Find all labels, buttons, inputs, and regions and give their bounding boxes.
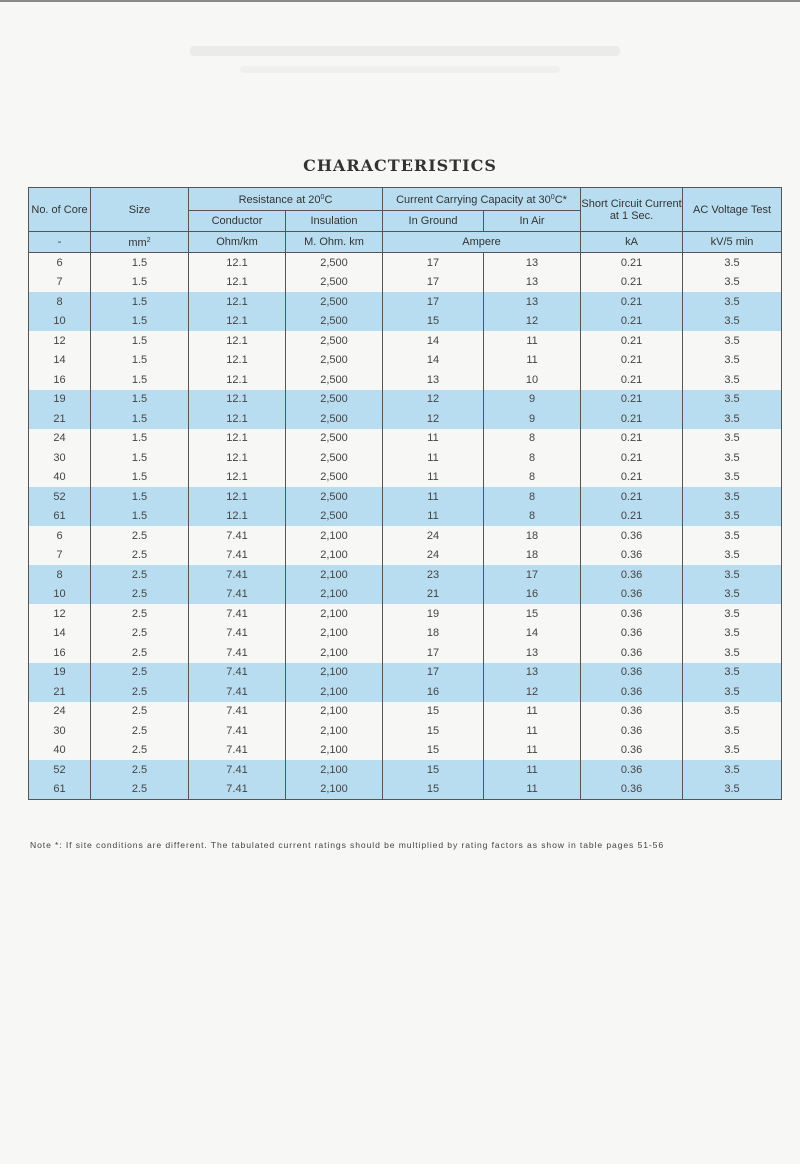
cell-core: 16	[29, 370, 91, 390]
cell-insulation: 2,100	[286, 741, 383, 761]
cell-sc: 0.36	[581, 585, 683, 605]
cell-ground: 23	[383, 565, 484, 585]
cell-ground: 17	[383, 292, 484, 312]
cell-sc: 0.21	[581, 370, 683, 390]
table-row	[29, 331, 782, 351]
cell-conductor: 12.1	[189, 409, 286, 429]
table-row	[29, 526, 782, 546]
cell-core: 40	[29, 468, 91, 488]
table-body	[29, 253, 782, 800]
page-title: CHARACTERISTICS	[303, 156, 497, 175]
faded-bleed-through-text	[240, 66, 560, 73]
cell-size: 1.5	[91, 351, 189, 371]
cell-ac: 3.5	[683, 507, 782, 527]
cell-size: 1.5	[91, 507, 189, 527]
table-row	[29, 312, 782, 332]
cell-core: 14	[29, 624, 91, 644]
cell-air: 8	[484, 429, 581, 449]
header-in-air: In Air	[484, 211, 581, 232]
cell-conductor: 12.1	[189, 429, 286, 449]
cell-core: 6	[29, 526, 91, 546]
cell-ac: 3.5	[683, 604, 782, 624]
cell-insulation: 2,500	[286, 487, 383, 507]
cell-ground: 15	[383, 780, 484, 800]
cell-size: 2.5	[91, 741, 189, 761]
cell-ac: 3.5	[683, 526, 782, 546]
cell-conductor: 7.41	[189, 780, 286, 800]
cell-insulation: 2,500	[286, 409, 383, 429]
characteristics-table	[28, 187, 782, 800]
cell-size: 2.5	[91, 565, 189, 585]
cell-air: 15	[484, 604, 581, 624]
cell-insulation: 2,500	[286, 429, 383, 449]
table-row	[29, 663, 782, 683]
cell-air: 12	[484, 682, 581, 702]
cell-conductor: 12.1	[189, 312, 286, 332]
cell-ground: 16	[383, 682, 484, 702]
cell-core: 52	[29, 487, 91, 507]
table-row	[29, 624, 782, 644]
header-in-ground: In Ground	[383, 211, 484, 232]
cell-size: 2.5	[91, 780, 189, 800]
cell-insulation: 2,500	[286, 507, 383, 527]
table-row	[29, 292, 782, 312]
table-row	[29, 721, 782, 741]
cell-air: 12	[484, 312, 581, 332]
unit-short-circuit: kA	[581, 232, 683, 253]
cell-sc: 0.36	[581, 721, 683, 741]
cell-size: 2.5	[91, 624, 189, 644]
cell-ground: 11	[383, 468, 484, 488]
cell-size: 1.5	[91, 429, 189, 449]
cell-size: 2.5	[91, 682, 189, 702]
cell-sc: 0.21	[581, 390, 683, 410]
cell-ac: 3.5	[683, 624, 782, 644]
cell-insulation: 2,500	[286, 448, 383, 468]
cell-ground: 17	[383, 663, 484, 683]
cell-ac: 3.5	[683, 448, 782, 468]
cell-air: 13	[484, 273, 581, 293]
cell-ground: 12	[383, 390, 484, 410]
cell-ac: 3.5	[683, 292, 782, 312]
cell-sc: 0.36	[581, 643, 683, 663]
table-row	[29, 409, 782, 429]
cell-ac: 3.5	[683, 565, 782, 585]
cell-air: 9	[484, 390, 581, 410]
cell-sc: 0.36	[581, 604, 683, 624]
cell-ac: 3.5	[683, 273, 782, 293]
cell-size: 2.5	[91, 760, 189, 780]
cell-sc: 0.21	[581, 312, 683, 332]
cell-sc: 0.36	[581, 663, 683, 683]
header-short-circuit: Short Circuit Current at 1 Sec.	[581, 188, 683, 232]
cell-size: 1.5	[91, 468, 189, 488]
cell-ac: 3.5	[683, 585, 782, 605]
cell-size: 2.5	[91, 702, 189, 722]
cell-core: 30	[29, 448, 91, 468]
cell-sc: 0.36	[581, 546, 683, 566]
cell-core: 16	[29, 643, 91, 663]
cell-insulation: 2,100	[286, 604, 383, 624]
cell-insulation: 2,100	[286, 721, 383, 741]
cell-ac: 3.5	[683, 702, 782, 722]
cell-core: 24	[29, 702, 91, 722]
cell-ground: 14	[383, 351, 484, 371]
cell-air: 8	[484, 487, 581, 507]
cell-size: 1.5	[91, 312, 189, 332]
cell-insulation: 2,500	[286, 370, 383, 390]
cell-ground: 11	[383, 507, 484, 527]
header-conductor: Conductor	[189, 211, 286, 232]
cell-ground: 17	[383, 643, 484, 663]
cell-air: 9	[484, 409, 581, 429]
cell-insulation: 2,100	[286, 624, 383, 644]
cell-insulation: 2,500	[286, 468, 383, 488]
table-row	[29, 702, 782, 722]
cell-ground: 11	[383, 487, 484, 507]
unit-ac-voltage: kV/5 min	[683, 232, 782, 253]
cell-size: 2.5	[91, 604, 189, 624]
cell-ground: 15	[383, 702, 484, 722]
cell-conductor: 12.1	[189, 390, 286, 410]
cell-size: 1.5	[91, 253, 189, 273]
cell-ground: 17	[383, 253, 484, 273]
cell-air: 11	[484, 741, 581, 761]
cell-air: 11	[484, 702, 581, 722]
cell-size: 2.5	[91, 526, 189, 546]
cell-conductor: 7.41	[189, 565, 286, 585]
cell-conductor: 12.1	[189, 253, 286, 273]
cell-air: 14	[484, 624, 581, 644]
cell-ac: 3.5	[683, 351, 782, 371]
cell-ac: 3.5	[683, 468, 782, 488]
table-row	[29, 585, 782, 605]
cell-conductor: 7.41	[189, 604, 286, 624]
cell-ground: 15	[383, 741, 484, 761]
cell-sc: 0.21	[581, 351, 683, 371]
cell-size: 1.5	[91, 370, 189, 390]
cell-ac: 3.5	[683, 331, 782, 351]
cell-ac: 3.5	[683, 429, 782, 449]
cell-ac: 3.5	[683, 312, 782, 332]
cell-ac: 3.5	[683, 682, 782, 702]
cell-ac: 3.5	[683, 760, 782, 780]
cell-sc: 0.36	[581, 702, 683, 722]
cell-core: 19	[29, 390, 91, 410]
cell-size: 1.5	[91, 487, 189, 507]
cell-air: 8	[484, 507, 581, 527]
cell-conductor: 12.1	[189, 351, 286, 371]
cell-ground: 13	[383, 370, 484, 390]
cell-sc: 0.36	[581, 780, 683, 800]
cell-sc: 0.36	[581, 526, 683, 546]
cell-sc: 0.36	[581, 760, 683, 780]
cell-size: 1.5	[91, 448, 189, 468]
cell-conductor: 12.1	[189, 507, 286, 527]
cell-insulation: 2,500	[286, 273, 383, 293]
cell-core: 52	[29, 760, 91, 780]
cell-core: 8	[29, 292, 91, 312]
cell-air: 13	[484, 253, 581, 273]
unit-core: -	[29, 232, 91, 253]
cell-ground: 17	[383, 273, 484, 293]
cell-size: 1.5	[91, 273, 189, 293]
cell-insulation: 2,100	[286, 585, 383, 605]
cell-air: 11	[484, 351, 581, 371]
table-row	[29, 546, 782, 566]
cell-conductor: 12.1	[189, 331, 286, 351]
cell-core: 30	[29, 721, 91, 741]
cell-conductor: 12.1	[189, 273, 286, 293]
cell-conductor: 7.41	[189, 721, 286, 741]
cell-core: 10	[29, 312, 91, 332]
cell-air: 8	[484, 468, 581, 488]
cell-air: 8	[484, 448, 581, 468]
cell-core: 6	[29, 253, 91, 273]
cell-sc: 0.21	[581, 273, 683, 293]
cell-air: 16	[484, 585, 581, 605]
cell-conductor: 7.41	[189, 702, 286, 722]
cell-conductor: 12.1	[189, 370, 286, 390]
cell-air: 11	[484, 780, 581, 800]
cell-insulation: 2,100	[286, 760, 383, 780]
cell-sc: 0.21	[581, 507, 683, 527]
cell-air: 11	[484, 331, 581, 351]
table-row	[29, 429, 782, 449]
cell-insulation: 2,100	[286, 663, 383, 683]
faded-bleed-through-text	[190, 46, 620, 56]
header-current-carrying-capacity: Current Carrying Capacity at $30^0C*$	[383, 188, 581, 211]
cell-core: 7	[29, 546, 91, 566]
table-row	[29, 448, 782, 468]
cell-conductor: 7.41	[189, 682, 286, 702]
cell-core: 19	[29, 663, 91, 683]
cell-conductor: 7.41	[189, 663, 286, 683]
cell-conductor: 12.1	[189, 468, 286, 488]
cell-insulation: 2,500	[286, 253, 383, 273]
cell-sc: 0.36	[581, 741, 683, 761]
cell-ac: 3.5	[683, 721, 782, 741]
table-row	[29, 565, 782, 585]
table-row	[29, 780, 782, 800]
cell-ac: 3.5	[683, 663, 782, 683]
cell-conductor: 7.41	[189, 546, 286, 566]
table-row	[29, 273, 782, 293]
cell-core: 8	[29, 565, 91, 585]
cell-air: 10	[484, 370, 581, 390]
unit-conductor: Ohm/km	[189, 232, 286, 253]
unit-size: $mm^2$	[91, 232, 189, 253]
cell-conductor: 12.1	[189, 292, 286, 312]
cell-ac: 3.5	[683, 370, 782, 390]
cell-insulation: 2,100	[286, 526, 383, 546]
cell-conductor: 7.41	[189, 741, 286, 761]
cell-air: 11	[484, 760, 581, 780]
header-no-of-core: No. of Core	[29, 188, 91, 232]
cell-conductor: 7.41	[189, 526, 286, 546]
cell-size: 2.5	[91, 721, 189, 741]
cell-ac: 3.5	[683, 487, 782, 507]
cell-sc: 0.36	[581, 624, 683, 644]
cell-core: 61	[29, 507, 91, 527]
cell-conductor: 12.1	[189, 487, 286, 507]
table-row	[29, 468, 782, 488]
cell-insulation: 2,100	[286, 643, 383, 663]
cell-air: 13	[484, 643, 581, 663]
table-row	[29, 390, 782, 410]
cell-core: 12	[29, 331, 91, 351]
header-resistance: Resistance at $20^0C$	[189, 188, 383, 211]
cell-ground: 24	[383, 546, 484, 566]
cell-ac: 3.5	[683, 546, 782, 566]
cell-ac: 3.5	[683, 643, 782, 663]
unit-current: Ampere	[383, 232, 581, 253]
header-ac-voltage-test: AC Voltage Test	[683, 188, 782, 232]
cell-sc: 0.21	[581, 468, 683, 488]
cell-air: 18	[484, 546, 581, 566]
cell-ac: 3.5	[683, 741, 782, 761]
cell-ground: 19	[383, 604, 484, 624]
cell-insulation: 2,100	[286, 682, 383, 702]
cell-sc: 0.36	[581, 682, 683, 702]
cell-core: 40	[29, 741, 91, 761]
cell-core: 21	[29, 682, 91, 702]
cell-sc: 0.21	[581, 487, 683, 507]
cell-sc: 0.21	[581, 331, 683, 351]
cell-ac: 3.5	[683, 409, 782, 429]
cell-insulation: 2,500	[286, 351, 383, 371]
cell-sc: 0.21	[581, 429, 683, 449]
cell-ac: 3.5	[683, 253, 782, 273]
cell-size: 2.5	[91, 546, 189, 566]
table-row	[29, 370, 782, 390]
cell-conductor: 7.41	[189, 760, 286, 780]
table-row	[29, 760, 782, 780]
cell-insulation: 2,100	[286, 546, 383, 566]
cell-size: 1.5	[91, 409, 189, 429]
cell-ground: 15	[383, 721, 484, 741]
cell-air: 18	[484, 526, 581, 546]
cell-size: 1.5	[91, 292, 189, 312]
cell-size: 1.5	[91, 390, 189, 410]
cell-sc: 0.21	[581, 253, 683, 273]
cell-core: 24	[29, 429, 91, 449]
cell-air: 11	[484, 721, 581, 741]
cell-conductor: 12.1	[189, 448, 286, 468]
header-size: Size	[91, 188, 189, 232]
cell-core: 7	[29, 273, 91, 293]
cell-ground: 14	[383, 331, 484, 351]
cell-size: 1.5	[91, 331, 189, 351]
cell-ground: 18	[383, 624, 484, 644]
cell-sc: 0.21	[581, 292, 683, 312]
table-row	[29, 487, 782, 507]
page-top-border	[0, 0, 800, 2]
cell-ground: 21	[383, 585, 484, 605]
cell-sc: 0.36	[581, 565, 683, 585]
cell-ground: 24	[383, 526, 484, 546]
header-insulation: Insulation	[286, 211, 383, 232]
cell-insulation: 2,500	[286, 390, 383, 410]
cell-sc: 0.21	[581, 448, 683, 468]
table-row	[29, 253, 782, 273]
cell-conductor: 7.41	[189, 624, 286, 644]
cell-sc: 0.21	[581, 409, 683, 429]
cell-size: 2.5	[91, 663, 189, 683]
footnote: Note *: If site conditions are different. The tabulated current ratings should be multiplied by rating factors as show in table pages 51-56	[30, 840, 665, 850]
cell-ground: 15	[383, 312, 484, 332]
cell-core: 12	[29, 604, 91, 624]
cell-core: 21	[29, 409, 91, 429]
table-row	[29, 351, 782, 371]
cell-ground: 15	[383, 760, 484, 780]
cell-conductor: 7.41	[189, 643, 286, 663]
cell-air: 13	[484, 292, 581, 312]
cell-conductor: 7.41	[189, 585, 286, 605]
cell-ground: 11	[383, 429, 484, 449]
cell-ground: 11	[383, 448, 484, 468]
cell-core: 10	[29, 585, 91, 605]
cell-insulation: 2,100	[286, 565, 383, 585]
table-row	[29, 604, 782, 624]
cell-insulation: 2,500	[286, 312, 383, 332]
table-row	[29, 507, 782, 527]
cell-insulation: 2,500	[286, 331, 383, 351]
cell-size: 2.5	[91, 585, 189, 605]
cell-core: 61	[29, 780, 91, 800]
table-row	[29, 643, 782, 663]
cell-air: 13	[484, 663, 581, 683]
table-row	[29, 682, 782, 702]
cell-ground: 12	[383, 409, 484, 429]
table-row	[29, 741, 782, 761]
cell-ac: 3.5	[683, 390, 782, 410]
cell-ac: 3.5	[683, 780, 782, 800]
unit-insulation: M. Ohm. km	[286, 232, 383, 253]
cell-air: 17	[484, 565, 581, 585]
cell-insulation: 2,500	[286, 292, 383, 312]
cell-insulation: 2,100	[286, 702, 383, 722]
cell-core: 14	[29, 351, 91, 371]
cell-insulation: 2,100	[286, 780, 383, 800]
cell-size: 2.5	[91, 643, 189, 663]
